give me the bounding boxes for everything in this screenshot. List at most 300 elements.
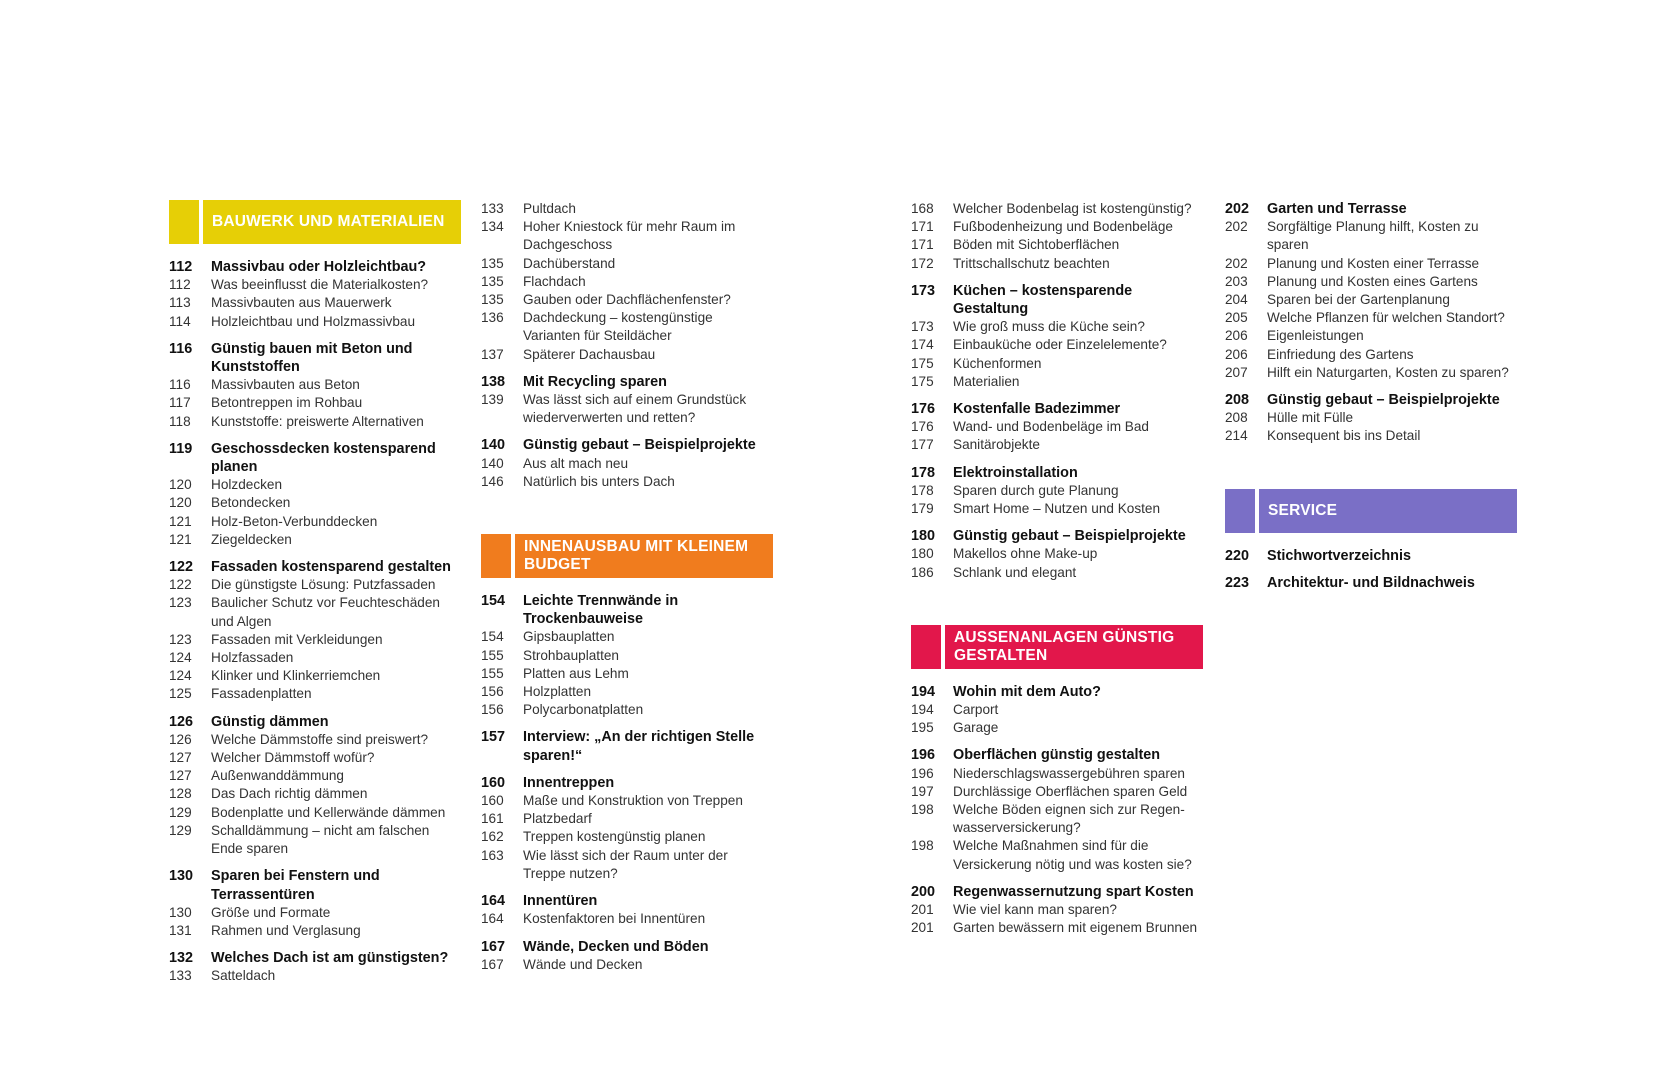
section-title: SERVICE	[1259, 489, 1517, 533]
entry-title: Welche Dämmstoffe sind preiswert?	[211, 731, 429, 747]
entry-title: Rahmen und Verglasung	[211, 922, 361, 938]
toc-subentry	[481, 792, 773, 810]
page-number: 214	[1225, 428, 1248, 444]
entry-title: Kostenfaktoren bei Innentüren	[523, 911, 706, 927]
entry-title: Durchlässige Oberflächen sparen Geld	[953, 783, 1188, 799]
toc-group	[481, 373, 773, 428]
entry-title: Wie groß muss die Küche sein?	[953, 319, 1145, 335]
section-title: INNENAUSBAU MIT KLEINEM BUDGET	[515, 534, 773, 578]
toc-group	[1225, 200, 1517, 382]
entry-title: Baulicher Schutz vor Feuchteschäden und Algen	[211, 595, 440, 629]
toc-subentry	[1225, 218, 1517, 254]
toc-group	[169, 258, 461, 331]
entry-title: Größe und Formate	[211, 904, 331, 920]
entry-title: Fassaden mit Verkleidungen	[211, 631, 383, 647]
toc-group	[911, 282, 1203, 391]
toc-subentry	[481, 346, 773, 364]
page-number: 121	[169, 513, 192, 529]
toc-subentry	[169, 922, 461, 940]
toc-subentry	[481, 701, 773, 719]
page-number: 124	[169, 668, 192, 684]
toc-chapter-entry	[911, 683, 1203, 701]
entry-title: Massivbau oder Holzleichtbau?	[211, 259, 427, 275]
page-number: 113	[169, 295, 191, 311]
entry-title: Küchenformen	[953, 355, 1042, 371]
toc-subentry	[1225, 309, 1517, 327]
page-number: 203	[1225, 273, 1248, 289]
page-number: 112	[169, 277, 191, 293]
toc-group	[169, 440, 461, 549]
entry-title: Wand- und Bodenbeläge im Bad	[953, 419, 1149, 435]
entry-title: Oberflächen günstig gestalten	[953, 747, 1161, 764]
page-number: 116	[169, 340, 193, 357]
entry-title: Stichwortverzeichnis	[1267, 547, 1411, 564]
toc-subentry	[169, 413, 461, 431]
page-number: 139	[481, 392, 504, 408]
toc-chapter-entry	[1225, 574, 1517, 592]
toc-group	[911, 683, 1203, 738]
page-number: 179	[911, 501, 934, 517]
entry-title: Welches Dach ist am günstigsten?	[211, 950, 449, 967]
toc-subentry	[911, 783, 1203, 801]
toc-subentry	[911, 218, 1203, 236]
toc-subentry	[1225, 255, 1517, 273]
page-number: 160	[481, 793, 504, 809]
entry-title: Günstig gebaut – Beispielprojekte	[1267, 392, 1500, 409]
section-header	[1225, 489, 1517, 533]
entry-title: Innentreppen	[523, 774, 615, 791]
page-number: 161	[481, 811, 504, 827]
page-number: 194	[911, 683, 936, 700]
toc-column-3	[911, 200, 1203, 947]
toc-subentry	[169, 804, 461, 822]
page-number: 208	[1225, 392, 1250, 409]
toc-column-1	[169, 200, 461, 995]
toc-subentry	[169, 394, 461, 412]
page-number: 208	[1225, 410, 1248, 426]
entry-title: Hoher Kniestock für mehr Raum im Dachgeschoss	[523, 219, 736, 253]
page-number: 201	[911, 902, 934, 918]
entry-title: Späterer Dachausbau	[523, 346, 656, 362]
toc-subentry	[481, 200, 773, 218]
section-color-bar	[169, 200, 199, 244]
entry-title: Platten aus Lehm	[523, 665, 629, 681]
entry-title: Garten und Terrasse	[1267, 201, 1407, 217]
toc-subentry	[481, 828, 773, 846]
page-number: 117	[169, 395, 191, 411]
entry-title: Planung und Kosten einer Terrasse	[1267, 255, 1480, 271]
toc-chapter-entry	[481, 892, 773, 910]
page-number: 119	[169, 440, 193, 457]
entry-title: Wohin mit dem Auto?	[953, 683, 1101, 700]
toc-chapter-entry	[911, 282, 1203, 318]
entry-title: Welche Böden eignen sich zur Regen-wasserversickerung?	[953, 802, 1185, 836]
entry-title: Dachüberstand	[523, 255, 616, 271]
toc-subentry	[169, 576, 461, 594]
page-number: 195	[911, 720, 934, 736]
toc-group	[911, 464, 1203, 519]
section-color-bar	[911, 625, 941, 669]
page-number: 146	[481, 473, 504, 489]
page-number: 194	[911, 702, 934, 718]
page-number: 131	[169, 922, 192, 938]
page-number: 137	[481, 346, 504, 362]
entry-title: Mit Recycling sparen	[523, 373, 667, 390]
toc-subentry	[481, 218, 773, 254]
page-number: 173	[911, 319, 934, 335]
page-number: 198	[911, 838, 934, 854]
toc-subentry	[911, 355, 1203, 373]
page-number: 176	[911, 419, 934, 435]
toc-subentry	[911, 765, 1203, 783]
toc-subentry	[911, 545, 1203, 563]
entry-title: Hilft ein Naturgarten, Kosten zu sparen?	[1267, 364, 1509, 380]
toc-subentry	[169, 822, 461, 858]
entry-title: Holzplatten	[523, 684, 592, 700]
page-number: 162	[481, 829, 504, 845]
entry-title: Eigenleistungen	[1267, 328, 1364, 344]
page-number: 201	[911, 920, 934, 936]
toc-subentry	[169, 594, 461, 630]
page-number: 136	[481, 310, 504, 326]
entry-title: Günstig gebaut – Beispielprojekte	[523, 437, 756, 454]
toc-group	[481, 592, 773, 719]
page-number: 171	[911, 219, 934, 235]
page-number: 177	[911, 437, 934, 453]
page-number: 163	[481, 847, 504, 863]
entry-title: Makellos ohne Make-up	[953, 546, 1098, 562]
page-number: 125	[169, 686, 192, 702]
page-number: 116	[169, 377, 191, 393]
entry-title: Gipsbauplatten	[523, 629, 615, 645]
entry-title: Das Dach richtig dämmen	[211, 786, 368, 802]
entry-title: Außenwanddämmung	[211, 768, 344, 784]
toc-subentry	[169, 785, 461, 803]
entry-title: Günstig bauen mit Beton und Kunststoffen	[211, 340, 413, 376]
toc-chapter-entry	[1225, 200, 1517, 218]
entry-title: Konsequent bis ins Detail	[1267, 428, 1421, 444]
toc-group	[481, 436, 773, 491]
page-number: 196	[911, 765, 934, 781]
toc-subentry	[911, 719, 1203, 737]
toc-subentry	[169, 904, 461, 922]
entry-title: Was beeinflusst die Materialkosten?	[211, 277, 429, 293]
page-number: 156	[481, 684, 504, 700]
toc-group	[169, 949, 461, 985]
page-number: 202	[1225, 219, 1248, 235]
toc-subentry	[481, 683, 773, 701]
page-number: 173	[911, 282, 936, 299]
section-header	[911, 625, 1203, 669]
page-number: 160	[481, 774, 506, 791]
toc-subentry	[481, 309, 773, 345]
toc-subentry	[169, 667, 461, 685]
toc-subentry	[1225, 427, 1517, 445]
entry-title: Natürlich bis unters Dach	[523, 473, 675, 489]
entry-title: Interview: „An der richtigen Stelle sparen!“	[523, 729, 755, 764]
page-number: 132	[169, 950, 194, 967]
toc-subentry	[911, 436, 1203, 454]
page-number: 120	[169, 477, 192, 493]
page-number: 138	[481, 373, 506, 390]
toc-column-4	[1225, 200, 1517, 601]
section-title: AUSSENANLAGEN GÜNSTIG GESTALTEN	[945, 625, 1203, 669]
page-number: 157	[481, 729, 506, 746]
toc-subentry	[481, 910, 773, 928]
entry-title: Einfriedung des Gartens	[1267, 346, 1414, 362]
page-number: 155	[481, 665, 504, 681]
toc-subentry	[1225, 327, 1517, 345]
entry-title: Sparen bei der Gartenplanung	[1267, 292, 1450, 308]
toc-chapter-entry	[169, 867, 461, 903]
toc-subentry	[911, 801, 1203, 837]
toc-chapter-entry	[481, 436, 773, 454]
page-number: 130	[169, 904, 192, 920]
toc-subentry	[169, 476, 461, 494]
entry-title: Schalldämmung – nicht am falschen Ende sparen	[211, 822, 430, 857]
page-number: 118	[169, 413, 191, 429]
toc-subentry	[1225, 291, 1517, 309]
toc-chapter-entry	[169, 258, 461, 276]
toc-chapter-entry	[169, 949, 461, 967]
page-number: 178	[911, 482, 934, 498]
toc-subentry	[911, 255, 1203, 273]
entry-title: Garage	[953, 720, 999, 736]
page-number: 127	[169, 768, 192, 784]
section-spacer	[481, 500, 773, 534]
toc-subentry	[911, 236, 1203, 254]
entry-title: Aus alt mach neu	[523, 455, 629, 471]
page-number: 164	[481, 911, 504, 927]
toc-subentry	[481, 273, 773, 291]
page-number: 176	[911, 401, 936, 418]
entry-title: Holz-Beton-Verbunddecken	[211, 513, 378, 529]
page-number: 167	[481, 938, 506, 955]
entry-title: Planung und Kosten eines Gartens	[1267, 273, 1478, 289]
toc-subentry	[169, 513, 461, 531]
page-number: 121	[169, 531, 192, 547]
toc-chapter-entry	[911, 464, 1203, 482]
page-number: 129	[169, 804, 192, 820]
entry-title: Wände, Decken und Böden	[523, 938, 709, 955]
page-number: 126	[169, 731, 192, 747]
toc-group	[169, 713, 461, 859]
page-number: 126	[169, 713, 194, 730]
page-number: 172	[911, 255, 934, 271]
page-number: 122	[169, 559, 194, 576]
entry-title: Elektroinstallation	[953, 464, 1078, 481]
toc-group	[481, 938, 773, 974]
entry-title: Gauben oder Dachflächenfenster?	[523, 292, 731, 308]
toc-group	[481, 200, 773, 364]
toc-chapter-entry	[481, 728, 773, 764]
entry-title: Smart Home – Nutzen und Kosten	[953, 501, 1161, 517]
entry-title: Ziegeldecken	[211, 531, 292, 547]
page-number: 220	[1225, 547, 1250, 564]
entry-title: Sorgfältige Planung hilft, Kosten zu sparen	[1267, 219, 1479, 253]
toc-subentry	[911, 318, 1203, 336]
entry-title: Fassaden kostensparend gestalten	[211, 559, 451, 576]
section-color-bar	[481, 534, 511, 578]
toc-group	[169, 340, 461, 431]
toc-chapter-entry	[481, 373, 773, 391]
entry-title: Welcher Dämmstoff wofür?	[211, 750, 375, 766]
page-number: 205	[1225, 310, 1248, 326]
toc-chapter-entry	[169, 558, 461, 576]
toc-subentry	[169, 531, 461, 549]
page-number: 204	[1225, 292, 1248, 308]
page-number: 175	[911, 355, 934, 371]
toc-subentry	[481, 647, 773, 665]
toc-group	[1225, 547, 1517, 565]
page-number: 114	[169, 313, 191, 329]
entry-title: Leichte Trennwände in Trockenbauweise	[523, 593, 679, 628]
toc-subentry	[911, 418, 1203, 436]
toc-subentry	[169, 631, 461, 649]
entry-title: Treppen kostengünstig planen	[523, 829, 706, 845]
page-number: 124	[169, 650, 192, 666]
toc-group	[911, 746, 1203, 873]
toc-group	[911, 400, 1203, 455]
toc-subentry	[481, 291, 773, 309]
page-number: 120	[169, 495, 192, 511]
toc-subentry	[911, 336, 1203, 354]
toc-chapter-entry	[911, 746, 1203, 764]
toc-chapter-entry	[481, 774, 773, 792]
section-spacer	[911, 591, 1203, 625]
toc-group	[911, 200, 1203, 273]
entry-title: Platzbedarf	[523, 811, 592, 827]
toc-subentry	[169, 494, 461, 512]
entry-title: Was lässt sich auf einem Grundstück wiederverwerten und retten?	[523, 392, 747, 426]
entry-title: Strohbauplatten	[523, 647, 619, 663]
entry-title: Holzfassaden	[211, 650, 294, 666]
toc-group	[911, 527, 1203, 582]
section-header	[169, 200, 461, 244]
page-number: 223	[1225, 574, 1250, 591]
page-number: 122	[169, 577, 192, 593]
page-number: 133	[481, 201, 504, 216]
entry-title: Regenwassernutzung spart Kosten	[953, 883, 1194, 900]
page-number: 140	[481, 437, 506, 454]
page-number: 155	[481, 647, 504, 663]
page-number: 171	[911, 237, 934, 253]
entry-title: Massivbauten aus Beton	[211, 377, 360, 393]
toc-subentry	[911, 901, 1203, 919]
entry-title: Polycarbonatplatten	[523, 702, 644, 718]
toc-subentry	[169, 967, 461, 985]
page-number: 133	[169, 968, 192, 984]
entry-title: Materialien	[953, 373, 1020, 389]
section-title: BAUWERK UND MATERIALIEN	[203, 200, 461, 244]
entry-title: Betondecken	[211, 495, 291, 511]
section-spacer	[1225, 455, 1517, 489]
toc-subentry	[169, 649, 461, 667]
toc-subentry	[169, 749, 461, 767]
page-number: 206	[1225, 328, 1248, 344]
entry-title: Hülle mit Fülle	[1267, 410, 1354, 426]
toc-chapter-entry	[169, 713, 461, 731]
entry-title: Kunststoffe: preiswerte Alternativen	[211, 413, 424, 429]
page-number: 198	[911, 802, 934, 818]
toc-subentry	[169, 731, 461, 749]
entry-title: Sanitärobjekte	[953, 437, 1040, 453]
toc-subentry	[481, 810, 773, 828]
page-number: 197	[911, 783, 934, 799]
toc-chapter-entry	[1225, 547, 1517, 565]
page-number: 135	[481, 292, 504, 308]
toc-subentry	[911, 564, 1203, 582]
page-number: 134	[481, 219, 504, 235]
toc-group	[481, 892, 773, 928]
page-number: 180	[911, 528, 936, 545]
entry-title: Einbauküche oder Einzelelemente?	[953, 337, 1167, 353]
toc-chapter-entry	[169, 440, 461, 476]
page-number: 200	[911, 883, 936, 900]
toc-subentry	[911, 500, 1203, 518]
entry-title: Carport	[953, 702, 999, 718]
entry-title: Betontreppen im Rohbau	[211, 395, 363, 411]
entry-title: Maße und Konstruktion von Treppen	[523, 793, 743, 809]
toc-column-2	[481, 200, 773, 983]
toc-group	[481, 774, 773, 883]
entry-title: Niederschlagswassergebühren sparen	[953, 765, 1185, 781]
page-number: 175	[911, 373, 934, 389]
page-number: 156	[481, 702, 504, 718]
toc-group	[1225, 574, 1517, 592]
entry-title: Garten bewässern mit eigenem Brunnen	[953, 920, 1198, 936]
toc-subentry	[481, 847, 773, 883]
entry-title: Flachdach	[523, 273, 586, 289]
entry-title: Satteldach	[211, 968, 276, 984]
toc-subentry	[169, 313, 461, 331]
toc-subentry	[169, 376, 461, 394]
toc-subentry	[169, 294, 461, 312]
entry-title: Klinker und Klinkerriemchen	[211, 668, 381, 684]
entry-title: Welche Maßnahmen sind für die Versickerung nötig und was kosten sie?	[953, 838, 1192, 872]
page-number: 202	[1225, 201, 1250, 217]
entry-title: Massivbauten aus Mauerwerk	[211, 295, 392, 311]
entry-title: Günstig gebaut – Beispielprojekte	[953, 528, 1186, 545]
entry-title: Fassadenplatten	[211, 686, 312, 702]
toc-group	[481, 728, 773, 764]
toc-group	[1225, 391, 1517, 446]
page-number: 186	[911, 564, 934, 580]
page-number: 123	[169, 631, 192, 647]
toc-subentry	[911, 200, 1203, 218]
page-number: 128	[169, 786, 192, 802]
entry-title: Bodenplatte und Kellerwände dämmen	[211, 804, 446, 820]
section-header	[481, 534, 773, 578]
page-number: 202	[1225, 255, 1248, 271]
page-number: 135	[481, 273, 504, 289]
toc-chapter-entry	[481, 592, 773, 628]
entry-title: Wie viel kann man sparen?	[953, 902, 1117, 918]
page-number: 127	[169, 750, 192, 766]
toc-subentry	[911, 701, 1203, 719]
toc-subentry	[481, 628, 773, 646]
entry-title: Geschossdecken kostensparend planen	[211, 440, 436, 476]
page-number: 178	[911, 464, 936, 481]
section-color-bar	[1225, 489, 1255, 533]
page-number: 167	[481, 956, 504, 972]
toc-subentry	[481, 455, 773, 473]
page-number: 140	[481, 455, 504, 471]
toc-subentry	[169, 276, 461, 294]
page-number: 207	[1225, 364, 1248, 380]
toc-group	[169, 867, 461, 940]
toc-chapter-entry	[481, 938, 773, 956]
